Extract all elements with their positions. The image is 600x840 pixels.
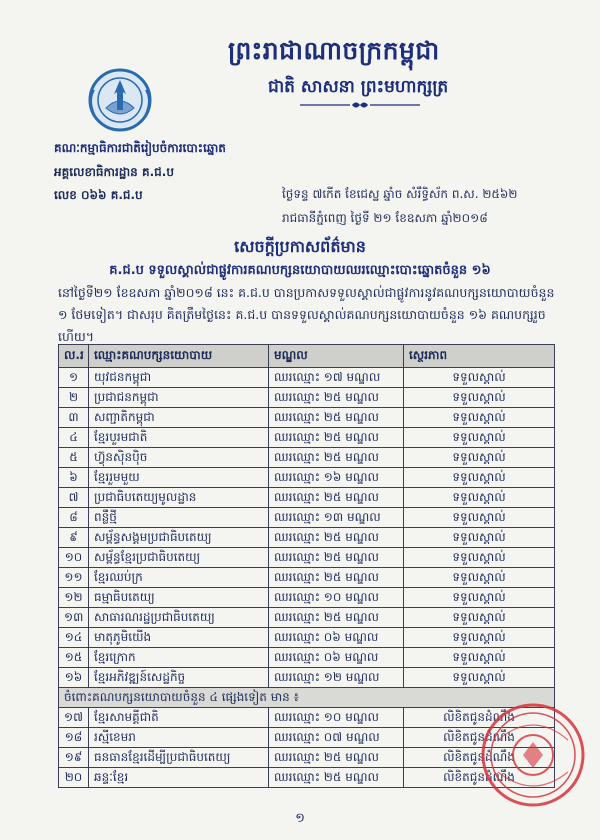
registration-status: ទទួលស្គាល់	[404, 488, 555, 508]
party-name: ហ៊្វុនស៊ិនប៉ិច	[89, 448, 269, 468]
table-row	[59, 568, 555, 588]
party-name: ធម្មាធិបតេយ្យ	[89, 588, 269, 608]
party-name: ខ្មែរឈប់ក្រ	[89, 568, 269, 588]
registration-status: ទទួលស្គាល់	[404, 628, 555, 648]
table-row	[59, 488, 555, 508]
constituency-count: ឈរឈ្មោះ ២៥ មណ្ឌល	[269, 408, 404, 428]
registration-status: ទទួលស្គាល់	[404, 568, 555, 588]
row-number: ៩	[59, 528, 89, 548]
table-row	[59, 468, 555, 488]
party-name: ខ្មែរអភិវឌ្ឍន៍សេដ្ឋកិច្ច	[89, 668, 269, 688]
constituency-count: ឈរឈ្មោះ ២៥ មណ្ឌល	[269, 608, 404, 628]
party-name: សាធារណរដ្ឋប្រជាធិបតេយ្យ	[89, 608, 269, 628]
constituency-count: ឈរឈ្មោះ ០៦ មណ្ឌល	[269, 628, 404, 648]
announcement-subtitle: គ.ជ.ប ទទួលស្គាល់ជាផ្លូវការគណបក្សនយោបាយឈរឈ្មោះបោះឆ្នោតចំនួន ១៦	[109, 263, 491, 278]
table-row	[59, 448, 555, 468]
table-row	[59, 588, 555, 608]
constituency-count: ឈរឈ្មោះ ១០ មណ្ឌល	[269, 588, 404, 608]
table-row	[59, 628, 555, 648]
row-number: ១១	[59, 568, 89, 588]
table-row	[59, 408, 555, 428]
party-name: មាតុភូមិយើង	[89, 628, 269, 648]
table-row	[59, 548, 555, 568]
row-number: ១	[59, 368, 89, 388]
party-name: ធនធានខ្មែរដើម្បីប្រជាធិបតេយ្យ	[89, 748, 269, 768]
registration-status: ទទួលស្គាល់	[404, 448, 555, 468]
announcement-title: សេចក្តីប្រកាសព័ត៌មាន	[234, 237, 366, 256]
constituency-count: ឈរឈ្មោះ ២៥ មណ្ឌល	[269, 748, 404, 768]
constituency-count: ឈរឈ្មោះ ២៥ មណ្ឌល	[269, 548, 404, 568]
constituency-count: ឈរឈ្មោះ ១៦ មណ្ឌល	[269, 468, 404, 488]
row-number: ១០	[59, 548, 89, 568]
constituency-count: ឈរឈ្មោះ ០៧ មណ្ឌល	[269, 728, 404, 748]
registration-status: ទទួលស្គាល់	[404, 648, 555, 668]
constituency-count: ឈរឈ្មោះ ២៥ មណ្ឌល	[269, 768, 404, 788]
row-number: ១២	[59, 588, 89, 608]
party-name: ប្រជាជនកម្ពុជា	[89, 388, 269, 408]
registration-status: ទទួលស្គាល់	[404, 388, 555, 408]
registration-status: ទទួលស្គាល់	[404, 548, 555, 568]
solar-date: រាជធានីភ្នំពេញ ថ្ងៃទី ២១ ខែឧសភា ឆ្នាំ២០១៨	[282, 211, 488, 225]
row-number: ២	[59, 388, 89, 408]
party-name: ប្រជាធិបតេយ្យមូលដ្ឋាន	[89, 488, 269, 508]
secretariat-name: អគ្គលេខាធិការដ្ឋាន គ.ជ.ប	[54, 165, 174, 179]
constituency-count: ឈរឈ្មោះ ០៦ មណ្ឌល	[269, 648, 404, 668]
party-name: ខ្មែររួមមួយ	[89, 468, 269, 488]
national-motto: ជាតិ សាសនា ព្រះមហាក្សត្រ	[268, 77, 449, 97]
registration-status: ទទួលស្គាល់	[404, 468, 555, 488]
row-number: ១៨	[59, 728, 89, 748]
row-number: ១៩	[59, 748, 89, 768]
registration-status: ទទួលស្គាល់	[404, 528, 555, 548]
row-number: ២០	[59, 768, 89, 788]
party-name: សម្ព័ន្ធសង្គមប្រជាធិបតេយ្យ	[89, 528, 269, 548]
constituency-count: ឈរឈ្មោះ ២៥ មណ្ឌល	[269, 528, 404, 548]
row-number: ៦	[59, 468, 89, 488]
table-row	[59, 608, 555, 628]
divider-ornament-icon	[300, 100, 420, 110]
table-row	[59, 668, 555, 688]
table-row	[59, 648, 555, 668]
registration-status: លិខិតជូនដំណឹង	[404, 708, 555, 728]
party-name: សញ្ជាតិកម្ពុជា	[89, 408, 269, 428]
row-number: ១៣	[59, 608, 89, 628]
table-row	[59, 368, 555, 388]
table-row	[59, 508, 555, 528]
table-row	[59, 528, 555, 548]
group-label: ចំពោះគណបក្សនយោបាយចំនួន ៤ ផ្សេងទៀត មាន ៖	[59, 688, 555, 708]
constituency-count: ឈរឈ្មោះ ១៣ មណ្ឌល	[269, 508, 404, 528]
registration-status: ទទួលស្គាល់	[404, 508, 555, 528]
header-constituency: មណ្ឌល	[269, 345, 404, 368]
registration-status: ទទួលស្គាល់	[404, 608, 555, 628]
party-name: យុវជនកម្ពុជា	[89, 368, 269, 388]
party-name: ខ្មែរសាមគ្គីជាតិ	[89, 708, 269, 728]
registration-status: លិខិតជូនដំណឹង	[404, 728, 555, 748]
lunar-date: ថ្ងៃទន្ទ ៧កើត ខែជេស្ឋ ឆ្នាំច សំរឹទ្ធិស័ក ព.ស. ២៥៦២	[282, 187, 518, 201]
emblem-icon	[80, 60, 160, 140]
constituency-count: ឈរឈ្មោះ ២៥ មណ្ឌល	[269, 428, 404, 448]
constituency-count: ឈរឈ្មោះ ២៥ មណ្ឌល	[269, 568, 404, 588]
party-name: រស្មីខេមរា	[89, 728, 269, 748]
row-number: ១៥	[59, 648, 89, 668]
announcement-paragraph: នៅថ្ងៃទី២១ ខែឧសភា ឆ្នាំ២០១៨ នេះ គ.ជ.ប បានប្រកាសទទួលស្គាល់ជាផ្លូវការនូវគណបក្សនយោបាយចំនួន ១ ថែមទៀត។ ជាសរុប គិតត្រឹមថ្ងៃនេះ គ.ជ.ប បានទទួលស្គាល់គណបក្សនយោបាយចំនួន ១៦ គណបក្សរួចហើយ។	[58, 285, 555, 344]
kingdom-heading: ព្រះរាជាណាចក្រកម្ពុជា	[228, 36, 440, 65]
constituency-count: ឈរឈ្មោះ ១០ មណ្ឌល	[269, 708, 404, 728]
party-name: ខ្មែរក្រោក	[89, 648, 269, 668]
party-name: ឆន្ទៈខ្មែរ	[89, 768, 269, 788]
official-seal-icon	[478, 700, 588, 810]
party-name: សម្ព័ន្ធខ្មែរប្រជាធិបតេយ្យ	[89, 548, 269, 568]
row-number: ១៤	[59, 628, 89, 648]
row-number: ៧	[59, 488, 89, 508]
row-number: ៥	[59, 448, 89, 468]
constituency-count: ឈរឈ្មោះ ១២ មណ្ឌល	[269, 668, 404, 688]
header-status: ស្ថេរភាព	[404, 345, 555, 368]
reference-number: លេខ ០៦៦ គ.ជ.ប	[54, 188, 143, 202]
registration-status: ទទួលស្គាល់	[404, 668, 555, 688]
registration-status: ទទួលស្គាល់	[404, 588, 555, 608]
committee-name: គណៈកម្មាធិការជាតិរៀបចំការបោះឆ្នោត	[54, 141, 226, 155]
registration-status: លិខិតជូនដំណឹង	[404, 768, 555, 788]
table-row	[59, 388, 555, 408]
row-number: ៣	[59, 408, 89, 428]
page-number: ១	[295, 811, 305, 826]
registration-status: ទទួលស្គាល់	[404, 368, 555, 388]
header-no: ល.រ	[59, 345, 89, 368]
table-row	[59, 428, 555, 448]
constituency-count: ឈរឈ្មោះ ២៥ មណ្ឌល	[269, 388, 404, 408]
party-name: ខ្មែរបួរមជាតិ	[89, 428, 269, 448]
row-number: ១៦	[59, 668, 89, 688]
registration-status: ទទួលស្គាល់	[404, 428, 555, 448]
constituency-count: ឈរឈ្មោះ ២៥ មណ្ឌល	[269, 488, 404, 508]
registration-status: លិខិតជូនដំណឹង	[404, 748, 555, 768]
header-party: ឈ្មោះគណបក្សនយោបាយ	[89, 345, 269, 368]
row-number: ១៧	[59, 708, 89, 728]
row-number: ៨	[59, 508, 89, 528]
registration-status: ទទួលស្គាល់	[404, 408, 555, 428]
constituency-count: ឈរឈ្មោះ ១៧ មណ្ឌល	[269, 368, 404, 388]
table-header-row	[59, 345, 555, 368]
row-number: ៤	[59, 428, 89, 448]
constituency-count: ឈរឈ្មោះ ២៥ មណ្ឌល	[269, 448, 404, 468]
party-name: ពន្លឺថ្មី	[89, 508, 269, 528]
